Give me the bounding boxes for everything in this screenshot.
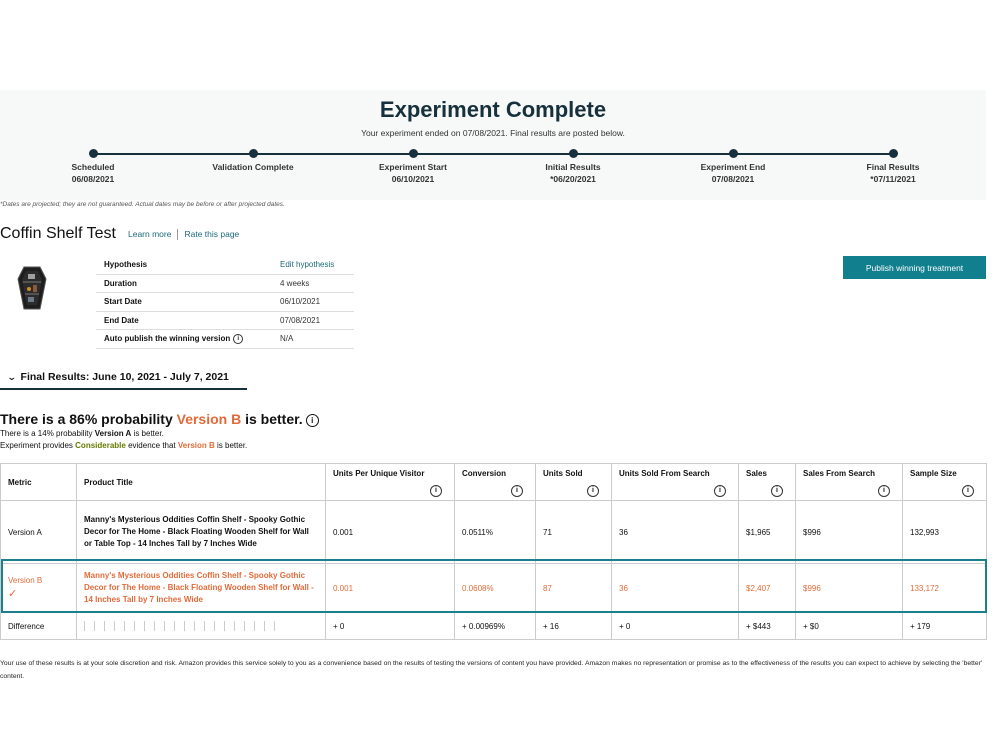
experiment-status-banner: [0, 90, 986, 200]
column-header-with-info: [903, 464, 987, 501]
timeline-step-start: [338, 161, 488, 185]
value-cell: 133,172: [903, 564, 987, 613]
column-header: Product Title: [77, 464, 326, 501]
value-cell: + $443: [739, 613, 796, 640]
column-header: Metric: [1, 464, 77, 501]
link-divider: [177, 229, 178, 240]
title-links: [128, 229, 239, 240]
column-header: Sales From Search: [803, 469, 876, 478]
table-row-difference: [1, 613, 987, 640]
product-title-cell: Manny's Mysterious Oddities Coffin Shelf - Spooky Gothic Decor for The Home - Black Floating Wooden Shelf for Wall or Table Top - 14 Inches Tall by 7 Inches Wide: [77, 501, 326, 564]
subtext: evidence that: [125, 441, 178, 450]
column-header-with-info: [326, 464, 455, 501]
details-value: 06/10/2021: [274, 293, 354, 312]
column-header-with-info: [739, 464, 796, 501]
table-row-version-a: [1, 501, 987, 564]
column-header-with-info: [796, 464, 903, 501]
experiment-details-table: [96, 256, 354, 349]
value-cell: $2,407: [739, 564, 796, 613]
rate-page-link[interactable]: Rate this page: [184, 229, 240, 239]
value-cell: + 16: [536, 613, 612, 640]
info-icon[interactable]: i: [430, 485, 442, 497]
column-header-with-info: [536, 464, 612, 501]
value-cell: + 0: [612, 613, 739, 640]
banner-title: Experiment Complete: [379, 97, 607, 122]
details-row-hypothesis: [96, 256, 354, 274]
empty-title-cell: [77, 613, 326, 640]
info-icon[interactable]: i: [233, 334, 243, 344]
value-cell: 71: [536, 501, 612, 564]
value-cell: 36: [612, 564, 739, 613]
winning-version-label: Version B: [177, 441, 215, 450]
value-cell: $996: [796, 501, 903, 564]
info-icon[interactable]: i: [511, 485, 523, 497]
section-underline: [0, 388, 247, 390]
value-cell: 0.0511%: [455, 501, 536, 564]
details-key: Duration: [96, 274, 274, 293]
probability-headline: [0, 411, 319, 427]
metric-label: Version B: [8, 576, 43, 585]
info-icon[interactable]: i: [587, 485, 599, 497]
details-key: End Date: [96, 311, 274, 330]
winning-version-label: Version B: [176, 411, 242, 427]
timeline-line: [93, 153, 893, 155]
evidence-subtext: [0, 441, 247, 450]
product-thumbnail: [14, 265, 50, 311]
table-header-row: [1, 464, 987, 501]
info-icon[interactable]: i: [962, 485, 974, 497]
value-cell: 0.0608%: [455, 564, 536, 613]
checkmark-icon: ✓: [8, 588, 18, 600]
value-cell: $1,965: [739, 501, 796, 564]
timeline-dot: [569, 149, 578, 158]
value-cell: + 0.00969%: [455, 613, 536, 640]
probability-subtext: [0, 429, 164, 438]
page-title: Coffin Shelf Test: [0, 225, 116, 242]
value-cell: 87: [536, 564, 612, 613]
timeline-step-initial: [498, 161, 648, 185]
dates-disclaimer: *Dates are projected; they are not guaranteed. Actual dates may be before or after projected dates.: [0, 201, 285, 208]
metric-cell: Difference: [1, 613, 77, 640]
timeline-dot: [409, 149, 418, 158]
timeline-step-date: 06/10/2021: [391, 174, 435, 184]
timeline-step-date: *06/20/2021: [550, 174, 596, 184]
value-cell: 0.001: [326, 501, 455, 564]
learn-more-link[interactable]: Learn more: [128, 229, 172, 239]
subtext: Experiment provides: [0, 441, 76, 450]
headline-text: There is a 86% probability: [0, 411, 177, 427]
details-row-start-date: [96, 293, 354, 312]
info-icon[interactable]: i: [878, 485, 890, 497]
column-header: Conversion: [462, 469, 507, 478]
timeline-dot: [89, 149, 98, 158]
timeline-step-scheduled: [18, 161, 168, 185]
subtext: is better.: [214, 441, 248, 450]
timeline-step-label: Scheduled: [71, 162, 115, 172]
details-value: 07/08/2021: [274, 311, 354, 330]
column-header: Units Sold From Search: [619, 469, 710, 478]
headline-text: is better.: [241, 411, 303, 427]
details-row-end-date: [96, 311, 354, 330]
metric-cell-winner: [1, 564, 77, 613]
details-value: N/A: [274, 330, 354, 349]
value-cell: + 179: [903, 613, 987, 640]
final-results-toggle[interactable]: [8, 371, 229, 383]
product-title-cell: Manny's Mysterious Oddities Coffin Shelf - Spooky Gothic Decor for The Home - Black Floating Wooden Shelf for Wall - 14 Inches Tall by 7 Inches Wide: [77, 564, 326, 613]
timeline-dot: [889, 149, 898, 158]
column-header: Sales: [746, 469, 767, 478]
timeline-dot: [729, 149, 738, 158]
timeline-step-end: [658, 161, 808, 185]
chevron-down-icon: ⌄: [6, 372, 17, 382]
value-cell: 36: [612, 501, 739, 564]
metric-cell: Version A: [1, 501, 77, 564]
value-cell: 0.001: [326, 564, 455, 613]
subtext: is better.: [131, 429, 164, 438]
edit-hypothesis-link[interactable]: Edit hypothesis: [274, 256, 354, 274]
value-cell: + $0: [796, 613, 903, 640]
evidence-level: Considerable: [75, 441, 126, 450]
results-table: [0, 463, 987, 640]
info-icon[interactable]: i: [771, 485, 783, 497]
info-icon[interactable]: i: [714, 485, 726, 497]
details-row-auto-publish: [96, 330, 354, 349]
version-label: Version A: [94, 429, 132, 438]
details-key: Start Date: [96, 293, 274, 312]
timeline-step-label: Experiment Start: [378, 162, 448, 172]
value-cell: 132,993: [903, 501, 987, 564]
details-value: 4 weeks: [274, 274, 354, 293]
timeline-step-label: Initial Results: [545, 162, 601, 172]
column-header: Units Per Unique Visitor: [333, 469, 425, 478]
legal-footer: Your use of these results is at your sole discretion and risk. Amazon provides this service solely to you as a convenience based on the results of testing the versions of content you have provided. Amazon makes no representation or promise as to the effectiveness of the results you can expect to achieve by selecting the 'better' content.: [0, 660, 983, 680]
column-header-with-info: [612, 464, 739, 501]
banner-subtitle: Your experiment ended on 07/08/2021. Final results are posted below.: [361, 128, 625, 138]
value-cell: $996: [796, 564, 903, 613]
timeline-step-label: Experiment End: [700, 162, 766, 172]
timeline-step-label: Final Results: [866, 162, 920, 172]
column-header-with-info: [455, 464, 536, 501]
final-results-label: Final Results: June 10, 2021 - July 7, 2021: [20, 371, 229, 383]
timeline-step-label: Validation Complete: [212, 162, 294, 172]
timeline-dot: [249, 149, 258, 158]
timeline-step-date: 06/08/2021: [71, 174, 115, 184]
publish-winning-treatment-button[interactable]: Publish winning treatment: [843, 256, 986, 279]
column-header: Units Sold: [543, 469, 583, 478]
timeline-step-date: *07/11/2021: [870, 174, 916, 184]
timeline-step-validation: [178, 161, 328, 173]
details-key: Auto publish the winning version: [104, 333, 231, 343]
details-row-duration: [96, 274, 354, 293]
details-key-with-info: [96, 330, 274, 349]
info-icon[interactable]: i: [306, 414, 319, 427]
placeholder-ticks: [84, 621, 284, 631]
column-header: Sample Size: [910, 469, 957, 478]
value-cell: + 0: [326, 613, 455, 640]
details-key: Hypothesis: [96, 256, 274, 274]
subtext: There is a 14% probability: [0, 429, 95, 438]
timeline-step-final: [818, 161, 968, 185]
table-row-version-b: [1, 564, 987, 613]
timeline-step-date: 07/08/2021: [711, 174, 755, 184]
